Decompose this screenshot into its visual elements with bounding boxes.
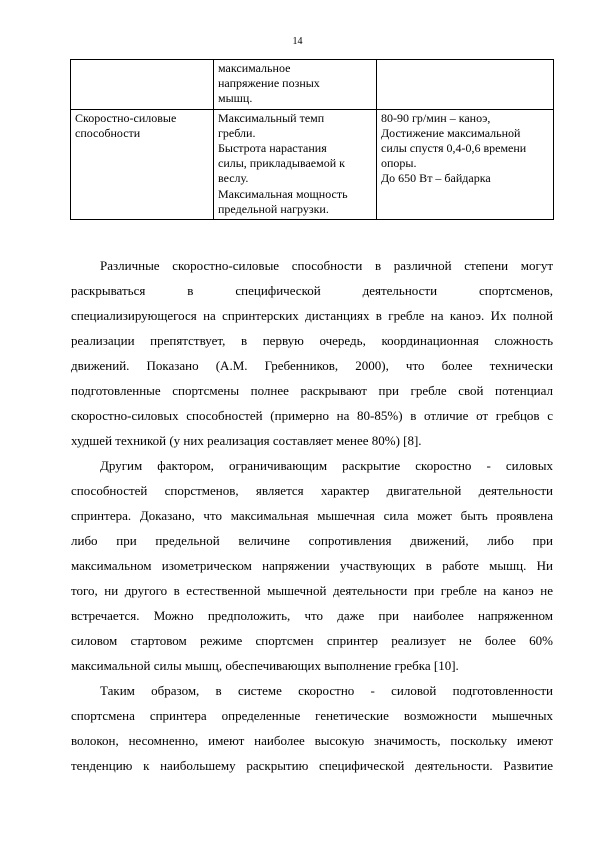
page-number: 14: [292, 36, 303, 47]
paragraph: [71, 253, 553, 453]
cell-text-line: способности: [75, 125, 141, 140]
cell-text-line: Максимальная мощность: [218, 186, 348, 201]
text-line: раскрываться в специфической деятельности спортсменов,: [71, 283, 553, 298]
cell-text-line: веслу.: [218, 171, 249, 186]
text-line: встречается. Можно предположить, что даже при наиболее напряженном: [71, 608, 553, 623]
cell-text-line: напряжение позных: [218, 76, 320, 91]
body-text: [71, 253, 553, 778]
text-line: способностей спорстменов, является характер двигательной деятельности: [71, 483, 553, 498]
cell-text-line: Быстрота нарастания: [218, 141, 327, 156]
cell-text-line: мышц.: [218, 91, 253, 106]
text-line: Различные скоростно-силовые способности в различной степени могут: [100, 258, 553, 273]
cell-text-line: Максимальный темп: [218, 110, 325, 125]
cell-text-line: предельной нагрузки.: [218, 201, 329, 216]
paragraph: [71, 678, 553, 778]
table-row: [71, 60, 554, 110]
paragraph: [71, 453, 553, 678]
text-line: движений. Показано (А.М. Гребенников, 2000), что более технически: [71, 358, 553, 373]
cell-text-line: опоры.: [381, 156, 417, 171]
cell-text-line: максимальное: [218, 61, 291, 75]
text-line: спортсмена спринтера определенные генетические возможности мышечных: [71, 708, 553, 723]
cell-text-line: Достижение максимальной: [381, 125, 521, 140]
text-line: Другим фактором, ограничивающим раскрытие скоростно - силовых: [100, 458, 553, 473]
text-line: реализации препятствует, в первую очередь, координационная сложность: [71, 333, 553, 348]
criteria-table: [70, 59, 554, 220]
cell-text-line: До 650 Вт – байдарка: [381, 171, 491, 186]
text-line: максимальном изометрическом напряжении участвующих в работе мышц. Ни: [71, 558, 553, 573]
table-cell: [377, 60, 554, 110]
text-line: подготовленные спортсмены полнее раскрывают при гребле свой потенциал: [71, 383, 553, 398]
text-line: специализирующегося на спринтерских дистанциях в гребле на каноэ. Их полной: [71, 308, 553, 323]
text-line: того, ни другого в естественной мышечной деятельности при гребле на каноэ не: [71, 583, 553, 598]
table-row: [71, 109, 554, 219]
text-line: скоростно-силовых способностей (примерно на 80-85%) в отличие от гребцов с: [71, 408, 553, 423]
cell-text-line: Скоростно-силовые: [75, 110, 177, 125]
text-line: волокон, несомненно, имеют наиболее высокую значимость, поскольку имеют: [71, 733, 553, 748]
cell-text-line: 80-90 гр/мин – каноэ,: [381, 110, 491, 125]
table-cell: [377, 109, 554, 219]
table-cell: [214, 109, 377, 219]
text-line: максимальной силы мышц, обеспечивающих выполнение гребка [10].: [71, 658, 459, 673]
text-line: силовом стартовом режиме спортсмен спринтер реализует не более 60%: [71, 633, 553, 648]
table-cell: [71, 109, 214, 219]
text-line: спринтера. Доказано, что максимальная мышечная сила может быть проявлена: [71, 508, 553, 523]
table-cell: [71, 60, 214, 110]
text-line: Таким образом, в системе скоростно - силовой подготовленности: [100, 683, 553, 698]
cell-text-line: силы спустя 0,4-0,6 времени: [381, 141, 527, 156]
text-line: тенденцию к наибольшему раскрытию специфической деятельности. Развитие: [71, 758, 553, 773]
text-line: худшей техникой (у них реализация составляет менее 80%) [8].: [71, 433, 422, 448]
text-line: либо при предельной величине сопротивления движений, либо при: [71, 533, 553, 548]
table-cell: [214, 60, 377, 110]
cell-text-line: силы, прикладываемой к: [218, 156, 345, 171]
cell-text-line: гребли.: [218, 125, 256, 140]
